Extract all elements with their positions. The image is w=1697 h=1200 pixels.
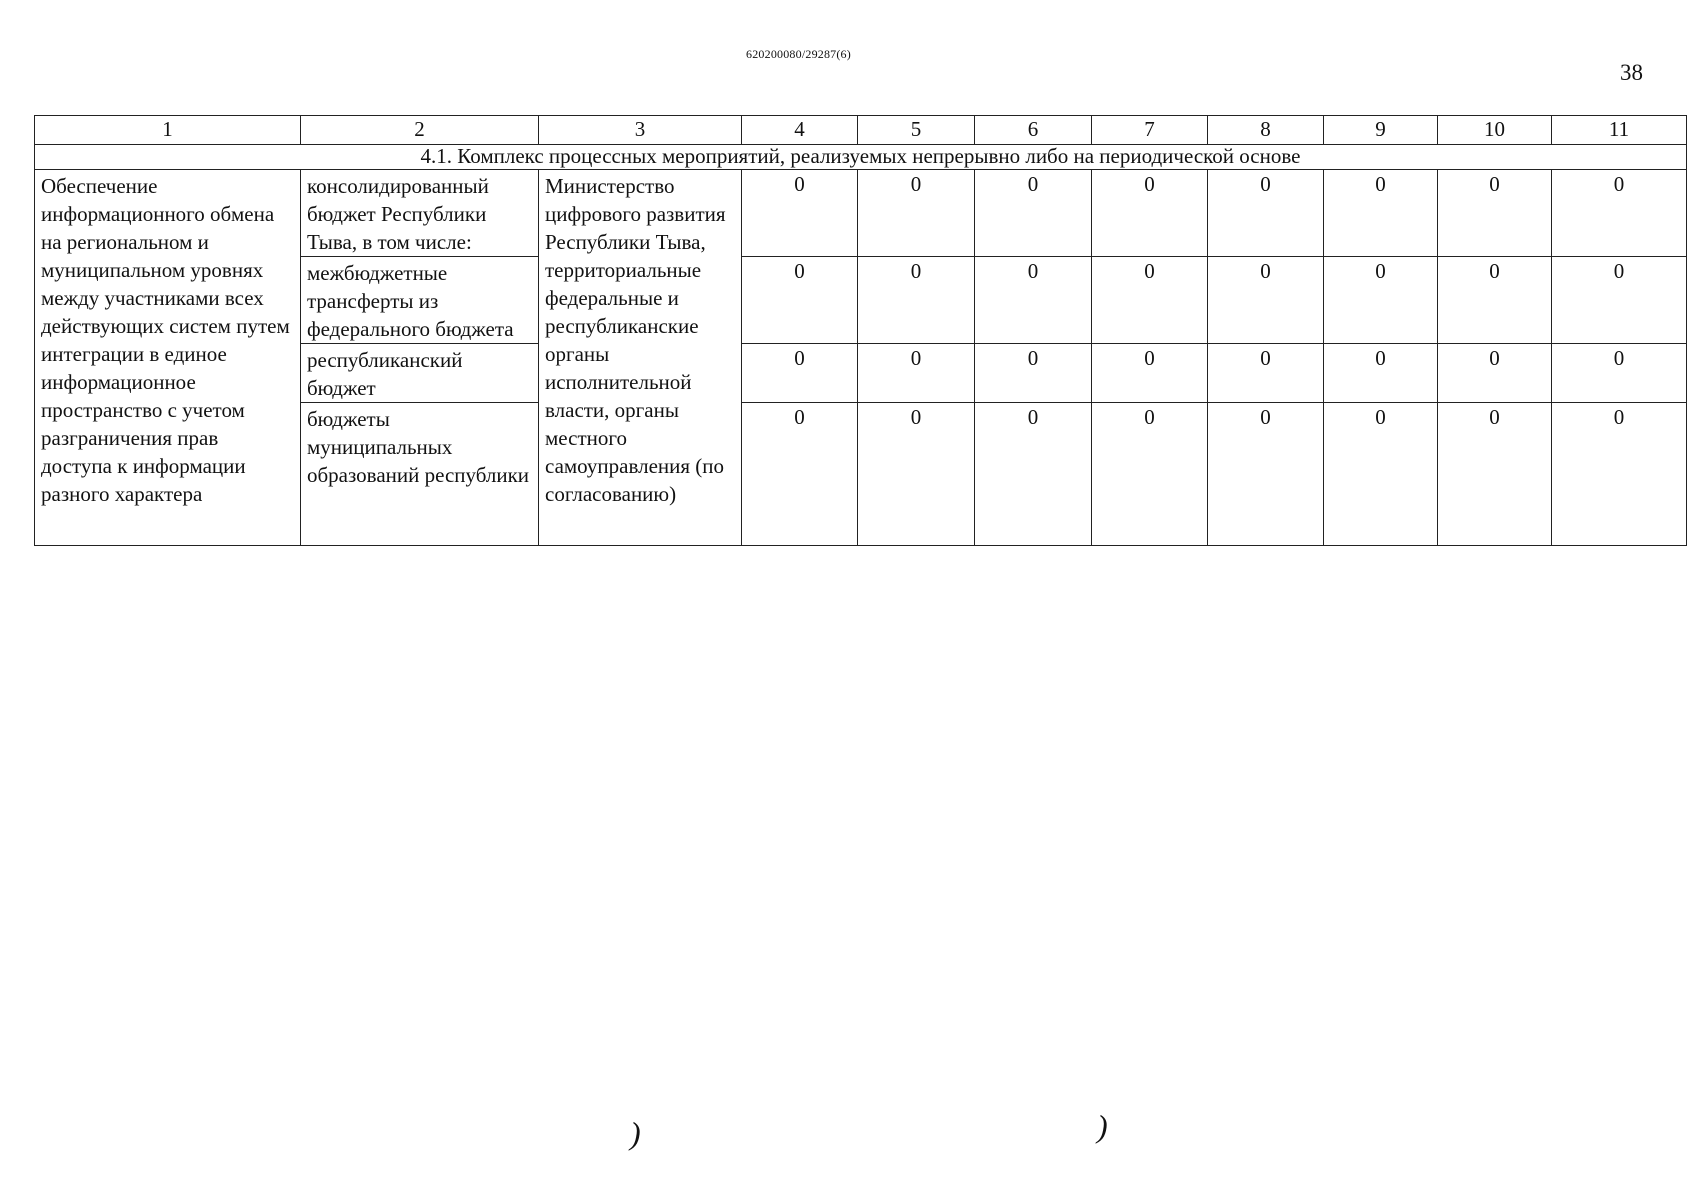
value-cell: 0	[1438, 170, 1552, 257]
value-cell: 0	[1092, 344, 1208, 403]
value-cell: 0	[858, 257, 975, 344]
value-cell: 0	[742, 170, 858, 257]
value-cell: 0	[1552, 170, 1687, 257]
value-cell: 0	[975, 170, 1092, 257]
value-cell: 0	[975, 403, 1092, 546]
value-cell: 0	[975, 344, 1092, 403]
column-number: 4	[742, 116, 858, 145]
value-cell: 0	[742, 344, 858, 403]
value-cell: 0	[1092, 403, 1208, 546]
value-cell: 0	[1552, 403, 1687, 546]
value-cell: 0	[1208, 403, 1324, 546]
column-number: 9	[1324, 116, 1438, 145]
column-number: 7	[1092, 116, 1208, 145]
column-number: 1	[35, 116, 301, 145]
document-id: 620200080/29287(6)	[746, 47, 851, 61]
value-cell: 0	[1324, 170, 1438, 257]
value-cell: 0	[1438, 257, 1552, 344]
value-cell: 0	[1208, 344, 1324, 403]
column-number: 3	[539, 116, 742, 145]
value-cell: 0	[1092, 257, 1208, 344]
value-cell: 0	[1324, 403, 1438, 546]
value-cell: 0	[1438, 403, 1552, 546]
value-cell: 0	[1438, 344, 1552, 403]
value-cell: 0	[1208, 170, 1324, 257]
responsible-cell: Министерство цифрового развития Республики Тыва, территориальные федеральные и республиканские органы исполнительной власти, органы местного самоуправления (по согласованию)	[539, 170, 742, 546]
value-cell: 0	[1092, 170, 1208, 257]
value-cell: 0	[742, 403, 858, 546]
column-number: 5	[858, 116, 975, 145]
funding-source: консолидированный бюджет Республики Тыва, в том числе:	[301, 170, 539, 257]
activity-cell: Обеспечение информационного обмена на региональном и муниципальном уровнях между участниками всех действующих систем путем интеграции в единое информационное пространство с учетом разграничения прав доступа к информации разного характера	[35, 170, 301, 546]
funding-source: межбюджетные трансферты из федерального бюджета	[301, 257, 539, 344]
column-number: 6	[975, 116, 1092, 145]
funding-table	[34, 115, 1687, 546]
value-cell: 0	[858, 170, 975, 257]
value-cell: 0	[1208, 257, 1324, 344]
value-cell: 0	[1324, 257, 1438, 344]
scan-mark-left: )	[630, 1115, 641, 1151]
column-number-row	[35, 116, 1687, 145]
column-number: 2	[301, 116, 539, 145]
value-cell: 0	[1552, 344, 1687, 403]
value-cell: 0	[1324, 344, 1438, 403]
value-cell: 0	[975, 257, 1092, 344]
value-cell: 0	[1552, 257, 1687, 344]
table-row	[35, 170, 1687, 257]
scan-mark-right: )	[1097, 1108, 1108, 1144]
value-cell: 0	[742, 257, 858, 344]
column-number: 11	[1552, 116, 1687, 145]
page-number: 38	[1620, 60, 1643, 85]
section-title: 4.1. Комплекс процессных мероприятий, реализуемых непрерывно либо на периодической основе	[35, 145, 1687, 170]
value-cell: 0	[858, 344, 975, 403]
section-row	[35, 145, 1687, 170]
value-cell: 0	[858, 403, 975, 546]
funding-source: бюджеты муниципальных образований республики	[301, 403, 539, 546]
column-number: 10	[1438, 116, 1552, 145]
column-number: 8	[1208, 116, 1324, 145]
funding-source: республиканский бюджет	[301, 344, 539, 403]
